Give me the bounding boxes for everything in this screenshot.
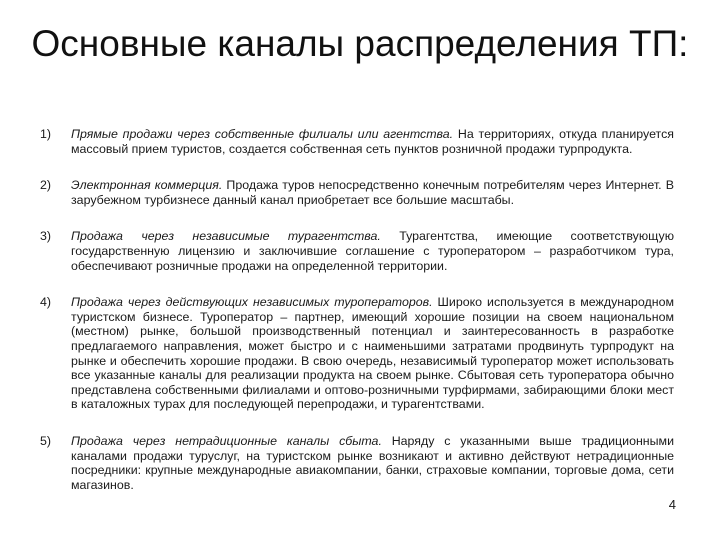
channels-list [40,127,674,514]
item-lead: Продажа через нетрадиционные каналы сбыта. [71,433,382,448]
list-item [40,178,674,207]
item-text: Продажа туров непосредственно конечным потребителям через Интернет. В зарубежном турбизнесе данный канал приобретает все большие масштабы. [71,178,675,207]
item-text: Наряду с указанными выше традиционными каналами продажи туруслуг, на туристском рынке возникают и активно действуют нетрадиционные посредники: крупные международные авиакомпании, банки, страховые компании, торговые дома, сети магазинов. [71,433,674,492]
list-item [40,127,674,156]
item-text: Широко используется в международном туристском бизнесе. Туроператор – партнер, имеющий хорошие позиции на своем национальном (местном) рынке, большой производственный потенциал и заинтересованность в разработке предлагаемого направления, может быстро и с наименьшими затратами продвинуть турпродукт на рынке и обеспечить хорошие продажи. В свою очередь, независимый туроператор может использовать все указанные каналы для реализации продукта на своем рынке. Сбытовая сеть туроператора обычно представлена собственными филиалами и оптово-розничными турфирмами, забирающими блоки мест в каталожных турах для последующей перепродажи, и турагентствами. [71,295,674,412]
slide-title: Основные каналы распределения ТП: [31,23,689,64]
item-number: 5) [40,433,52,448]
item-lead: Продажа через независимые турагентства. [71,229,381,244]
item-number: 2) [40,178,52,193]
list-item [40,434,674,492]
item-lead: Электронная коммерция. [71,178,223,193]
item-text: На территориях, откуда планируется массовый прием туристов, создается собственная сеть пунктов розничной продажи турпродукта. [71,127,674,156]
item-lead: Продажа через действующих независимых туроператоров. [71,295,433,310]
item-text: Турагентства, имеющие соответствующую государственную лицензию и заключившие соглашение с туроператором – разработчиком тура, обеспечивают розничные продажи на определенной территории. [71,229,674,273]
page-number: 4 [668,497,676,512]
item-lead: Прямые продажи через собственные филиалы или агентства. [71,127,454,141]
list-item [40,229,674,273]
list-item [40,295,674,412]
item-number: 4) [40,295,52,310]
item-number: 3) [40,229,52,244]
item-number: 1) [40,127,52,141]
